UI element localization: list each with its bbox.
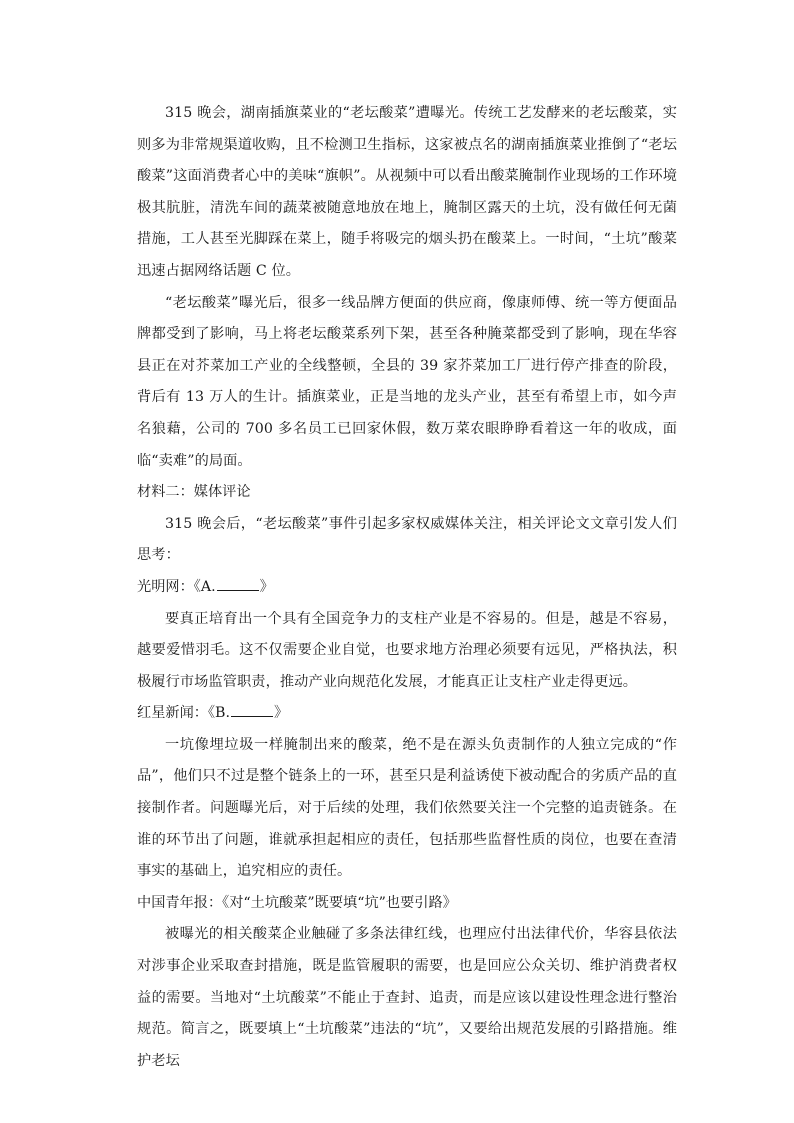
hongxing-suffix: 》 xyxy=(273,705,289,722)
hongxing-body: 一坑像埋垃圾一样腌制出来的酸菜，绝不是在源头负责制作的人独立完成的“作品”，他们只不过是整个链条上的一环，甚至只是利益诱使下被动配合的劣质产品的直接制作者。问题曝光后，对于后续的处理，我们依然要关注一个完整的追责链条。在谁的环节出了问题，谁就承担起相应的责任，包括那些监督性质的岗位，也要在查清事实的基础上，追究相应的责任。 xyxy=(137,736,677,880)
hongxing-prefix: 红星新闻：《B. xyxy=(137,705,230,722)
blank-b xyxy=(231,702,273,717)
paragraph-exposure: 315 晚会，湖南插旗菜业的“老坛酸菜”遭曝光。传统工艺发酵来的老坛酸菜，实则多为非常规渠道收购，且不检测卫生指标，这家被点名的湖南插旗菜业推倒了“老坛酸菜”这面消费者心中的美味“旗帜”。从视频中可以看出酸菜腌制作业现场的工作环境极其肮脏，清洗车间的蔬菜被随意地放在地上，腌制区露天的土坑，没有做任何无菌措施，工人甚至光脚踩在菜上，随手将吸完的烟头扔在酸菜上。一时间，“土坑”酸菜迅速占据网络话题 C 位。 xyxy=(137,105,677,279)
paragraph-impact: “老坛酸菜”曝光后，很多一线品牌方便面的供应商，像康师傅、统一等方便面品牌都受到了影响，马上将老坛酸菜系列下架，甚至各种腌菜都受到了影响，现在华容县正在对芥菜加工产业的全线整顿，全县的 39 家芥菜加工厂进行停产排查的阶段，背后有 13 万人的生计。插旗菜业，正是当地的龙头产业，甚至有希望上市，如今声名狼藉，公司的 700 多名员工已回家休假，数万菜农眼睁睁看着这一年的收成，面临“卖难”的局面。 xyxy=(137,294,677,469)
blank-a xyxy=(217,576,259,591)
guangming-prefix: 光明网：《A. xyxy=(137,578,216,595)
youth-daily-heading: 中国青年报：《对“土坑酸菜”既要填“坑”也要引路》 xyxy=(137,894,457,911)
hongxing-heading xyxy=(137,698,677,730)
guangming-suffix: 》 xyxy=(259,578,274,595)
document-content xyxy=(137,98,677,1077)
material2-heading: 材料二：媒体评论 xyxy=(137,484,251,501)
guangming-body: 要真正培育出一个具有全国竞争力的支柱产业是不容易的。但是，越是不容易，越要爱惜羽毛。这不仅需要企业自觉，也要求地方治理必须要有远见，严格执法，积极履行市场监管职责，推动产业向规范化发展，才能真正让支柱产业走得更远。 xyxy=(137,610,677,690)
youth-daily-body: 被曝光的相关酸菜企业触碰了多条法律红线，也理应付出法律代价，华容县依法对涉事企业采取查封措施，既是监管履职的需要，也是回应公众关切、维护消费者权益的需要。当地对“土坑酸菜”不能止于查封、追责，而是应该以建设性理念进行整治规范。简言之，既要填上“土坑酸菜”违法的“坑”，又要给出规范发展的引路措施。维护老坛 xyxy=(137,926,677,1069)
guangming-heading xyxy=(137,572,677,604)
material2-intro: 315 晚会后，“老坛酸菜”事件引起多家权威媒体关注，相关评论文文章引发人们思考： xyxy=(137,515,677,564)
